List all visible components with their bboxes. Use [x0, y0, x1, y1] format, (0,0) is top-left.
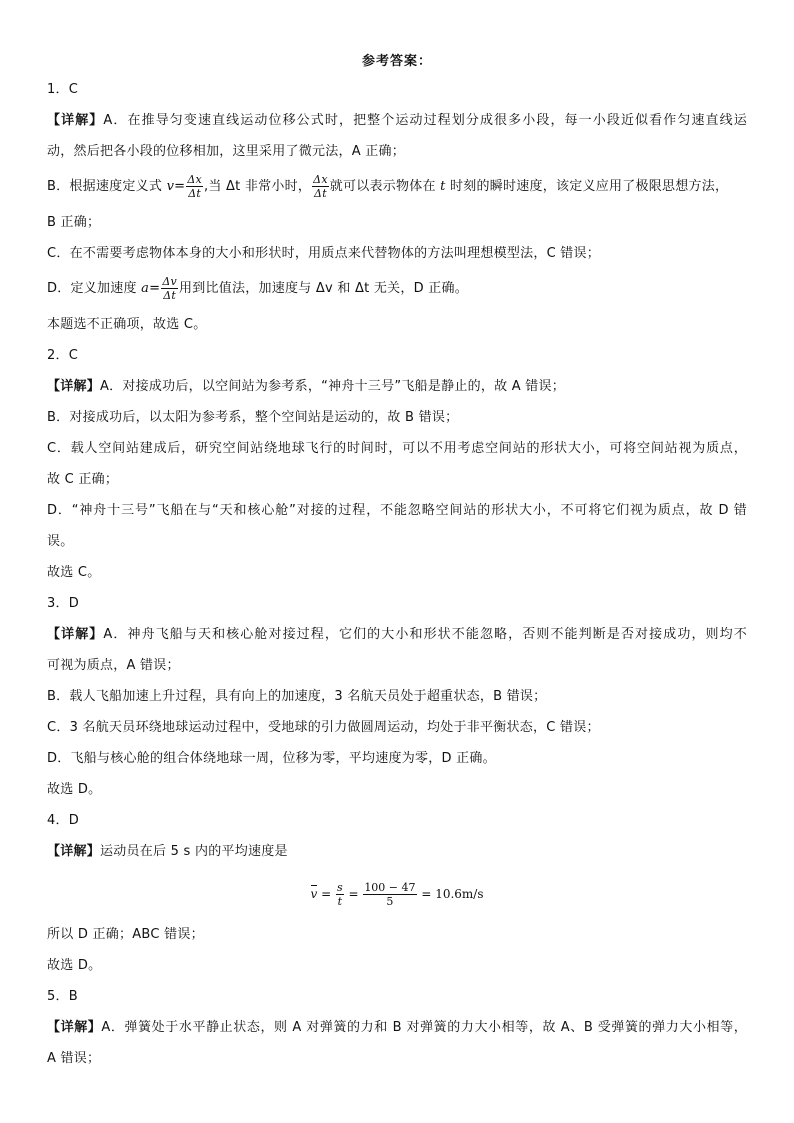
q1-velocity-symbol: v — [166, 179, 175, 194]
q3-option-c: C．3 名航天员环绕地球运动过程中，受地球的引力做圆周运动，均处于非平衡状态，C 错误； — [47, 720, 600, 735]
fraction-numerator: s — [336, 880, 343, 894]
q1-option-c: C．在不需要考虑物体本身的大小和形状时，用质点来代替物体的方法叫理想模型法，C 错误； — [47, 246, 601, 261]
q4-summary: 故选 D。 — [47, 958, 102, 973]
q1-equals: = — [174, 179, 186, 194]
fraction-numerator: 100 − 47 — [364, 880, 416, 894]
q2-option-a — [47, 371, 747, 402]
q1-option-d-prefix: D．定义加速度 — [47, 281, 142, 296]
formula-equals-1: = — [317, 886, 335, 901]
q4-answer-number: 4．D — [47, 813, 80, 828]
q4-conclusion: 所以 D 正确；ABC 错误； — [47, 927, 204, 942]
q4-intro — [47, 836, 747, 867]
q3-option-d: D．飞船与核心舱的组合体绕地球一周，位移为零，平均速度为零，D 正确。 — [47, 751, 496, 766]
q1-option-b-suffix: 时刻的瞬时速度，该定义应用了极限思想方法， — [445, 179, 729, 194]
q1-equals-2: = — [149, 281, 161, 296]
q3-option-a-line2: 可视为质点，A 错误； — [47, 658, 180, 673]
q1-option-a-line2: 动，然后把各小段的位移相加，这里采用了微元法，A 正确； — [47, 144, 406, 159]
q2-summary: 故选 C。 — [47, 565, 101, 580]
q2-option-d-line1: D．“神舟十三号”飞船在与“天和核心舱”对接的过程，不能忽略空间站的形状大小，不可将它们视为质点，故 D 错 — [47, 503, 747, 518]
q5-option-a-line1 — [47, 1012, 747, 1043]
q1-option-b-line1 — [47, 167, 747, 207]
q1-answer-number: 1．C — [47, 82, 79, 97]
q1-option-d — [47, 269, 747, 309]
q2-option-b: B．对接成功后，以太阳为参考系，整个空间站是运动的，故 B 错误； — [47, 410, 459, 425]
q2-answer-number: 2．C — [47, 348, 79, 363]
q4-intro-text: 运动员在后 5 s 内的平均速度是 — [100, 844, 288, 859]
fraction-denominator: Δt — [188, 187, 202, 200]
q3-answer-number: 3．D — [47, 596, 80, 611]
q5-option-a-line2: A 错误； — [47, 1051, 101, 1066]
q2-option-a-text: A．对接成功后，以空间站为参考系，“神舟十三号”飞船是静止的，故 A 错误； — [100, 379, 566, 394]
q1-option-b-prefix: B．根据速度定义式 — [47, 179, 167, 194]
q1-option-a-line1 — [47, 105, 747, 136]
fraction-denominator: Δt — [163, 289, 177, 302]
q3-option-a-line1 — [47, 619, 747, 650]
q5-detail-tag: 【详解】 — [47, 1020, 102, 1035]
answer-content — [47, 74, 747, 1074]
q2-option-c-line1: C．载人空间站建成后，研究空间站绕地球飞行的时间时，可以不用考虑空间站的形状大小，可将空间站视为质点， — [47, 441, 747, 456]
q2-detail-tag: 【详解】 — [47, 379, 101, 394]
q5-answer-number: 5．B — [47, 989, 78, 1004]
formula-result: = 10.6m/s — [417, 886, 484, 901]
q1-summary: 本题选不正确项，故选 C。 — [47, 317, 207, 332]
q4-formula-line — [47, 867, 747, 919]
q2-option-c-line2: 故 C 正确； — [47, 472, 119, 487]
fraction-numerator: Δx — [187, 173, 202, 186]
q5-option-a-text: A．弹簧处于水平静止状态，则 A 对弹簧的力和 B 对弹簧的力大小相等，故 A、B 受弹簧的弹力大小相等， — [101, 1020, 747, 1035]
q1-fraction-dx-dt — [186, 173, 203, 200]
average-velocity-symbol: v — [310, 886, 318, 901]
q1-time-symbol: t — [440, 179, 446, 194]
fraction-denominator: 5 — [386, 894, 394, 908]
q1-option-b-mid1: ,当 Δt 非常小时， — [203, 179, 312, 194]
formula-equals-2: = — [344, 886, 363, 901]
q3-detail-tag: 【详解】 — [47, 627, 104, 642]
fraction-denominator: Δt — [314, 187, 327, 200]
formula-fraction-numbers — [363, 881, 416, 908]
q4-detail-tag: 【详解】 — [47, 844, 101, 859]
q1-detail-tag: 【详解】 — [47, 113, 104, 128]
q3-option-b: B．载人飞船加速上升过程，具有向上的加速度，3 名航天员处于超重状态，B 错误； — [47, 689, 547, 704]
fraction-denominator: t — [337, 894, 342, 908]
q1-acceleration-symbol: a — [141, 281, 150, 296]
q1-fraction-dv-dt — [161, 275, 178, 302]
q1-fraction-dx-dt-2 — [312, 173, 329, 200]
q1-option-b-line2: B 正确； — [47, 215, 101, 230]
page-title: 参考答案： — [361, 54, 432, 69]
q3-summary: 故选 D。 — [47, 782, 102, 797]
formula-fraction-s-t — [336, 881, 344, 908]
q4-average-velocity-formula — [311, 868, 484, 920]
q3-option-a-text: A．神舟飞船与天和核心舱对接过程，它们的大小和形状不能忽略，否则不能判断是否对接成功，则均不 — [103, 627, 747, 642]
q1-option-b-mid2: 就可以表示物体在 — [329, 179, 441, 194]
fraction-numerator: Δv — [162, 275, 177, 288]
q1-option-d-suffix: 用到比值法，加速度与 Δv 和 Δt 无关，D 正确。 — [179, 281, 468, 296]
fraction-numerator: Δx — [313, 173, 328, 186]
q2-option-d-line2: 误。 — [47, 534, 74, 549]
q1-option-a-text: A．在推导匀变速直线运动位移公式时，把整个运动过程划分成很多小段，每一小段近似看作匀速直线运 — [103, 113, 747, 128]
